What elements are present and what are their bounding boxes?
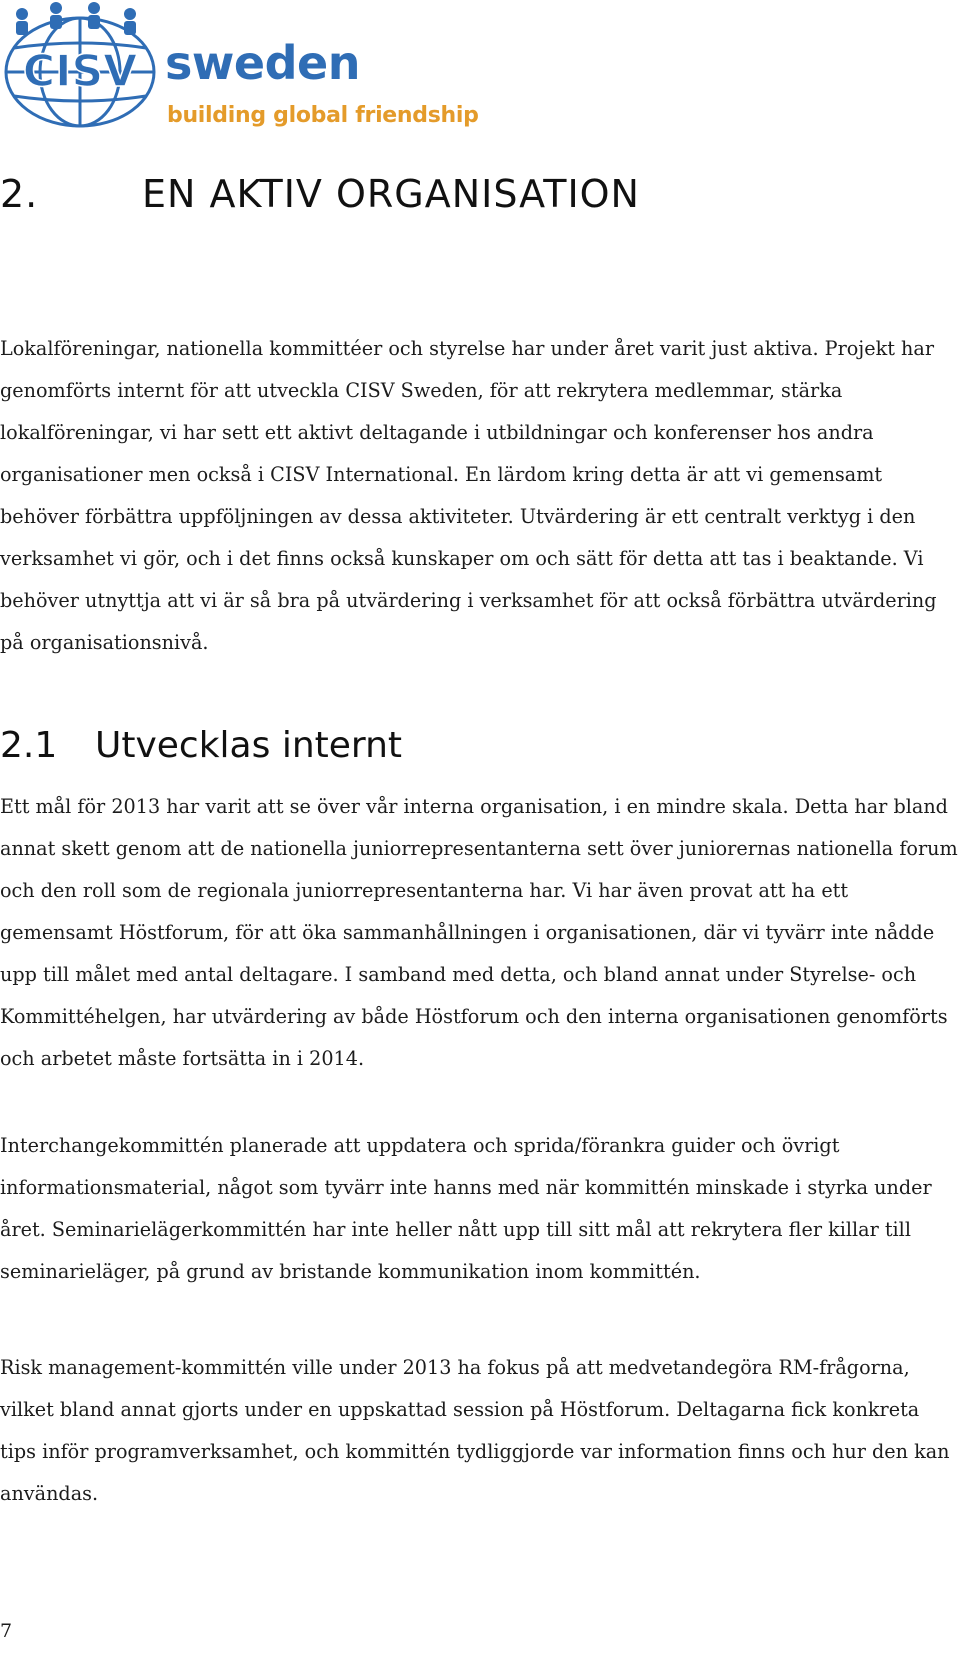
subsection-number: 2.1 — [0, 725, 58, 766]
logo-tagline: building global friendship — [167, 103, 479, 128]
intro-paragraph: Lokalföreningar, nationella kommittéer och styrelse har under året varit just aktiva. Projekt har genomförts internt för att utveckla CISV Sweden, för att rekrytera medlemmar, stärka lokalföreningar, vi har sett ett aktivt deltagande i utbildningar och konferenser hos andra organisationer men också i CISV International. En lärdom kring detta är att vi gemensamt behöver förbättra uppföljningen av dessa aktiviteter. Utvärdering är ett centralt verktyg i den verksamhet vi gör, och i det finns också kunskaper om och sätt för detta att tas i beaktande. Vi behöver utnyttja att vi är så bra på utvärdering i verksamhet för att också förbättra utvärdering på organisationsnivå. — [0, 337, 937, 654]
section-title: EN AKTIV ORGANISATION — [142, 172, 640, 216]
subsection-heading — [0, 725, 402, 766]
cisv-sweden-logo — [0, 0, 480, 135]
section-number: 2. — [0, 172, 39, 216]
cisv-globe-icon — [0, 0, 160, 130]
section-heading — [0, 172, 640, 216]
subsection-title: Utvecklas internt — [95, 725, 403, 766]
body-paragraph: Risk management-kommittén ville under 2013 ha fokus på att medvetandegöra RM-frågorna, vilket bland annat gjorts under en uppskattad session på Höstforum. Deltagarna fick konkreta tips inför programverksamhet, och kommittén tydliggjorde var information finns och hur den kan användas. — [0, 1356, 950, 1505]
body-paragraph: Interchangekommittén planerade att uppdatera och sprida/förankra guider och övrigt informationsmaterial, något som tyvärr inte hanns med när kommittén minskade i styrka under året. Seminarielägerkommittén har inte heller nått upp till sitt mål att rekrytera fler killar till seminarieläger, på grund av bristande kommunikation inom kommittén. — [0, 1134, 932, 1283]
logo-name: sweden — [165, 36, 360, 90]
logo-mark-text: CISV — [22, 46, 138, 97]
body-paragraph: Ett mål för 2013 har varit att se över vår interna organisation, i en mindre skala. Detta har bland annat skett genom att de nationella juniorrepresentanterna sett över juniorernas nationella forum och den roll som de regionala juniorrepresentanterna har. Vi har även provat att ha ett gemensamt Höstforum, för att öka sammanhållningen i organisationen, där vi tyvärr inte nådde upp till målet med antal deltagare. I samband med detta, och bland annat under Styrelse- och Kommittéhelgen, har utvärdering av både Höstforum och den interna organisationen genomförts och arbetet måste fortsätta in i 2014. — [0, 795, 958, 1070]
page-number: 7 — [0, 1620, 13, 1642]
